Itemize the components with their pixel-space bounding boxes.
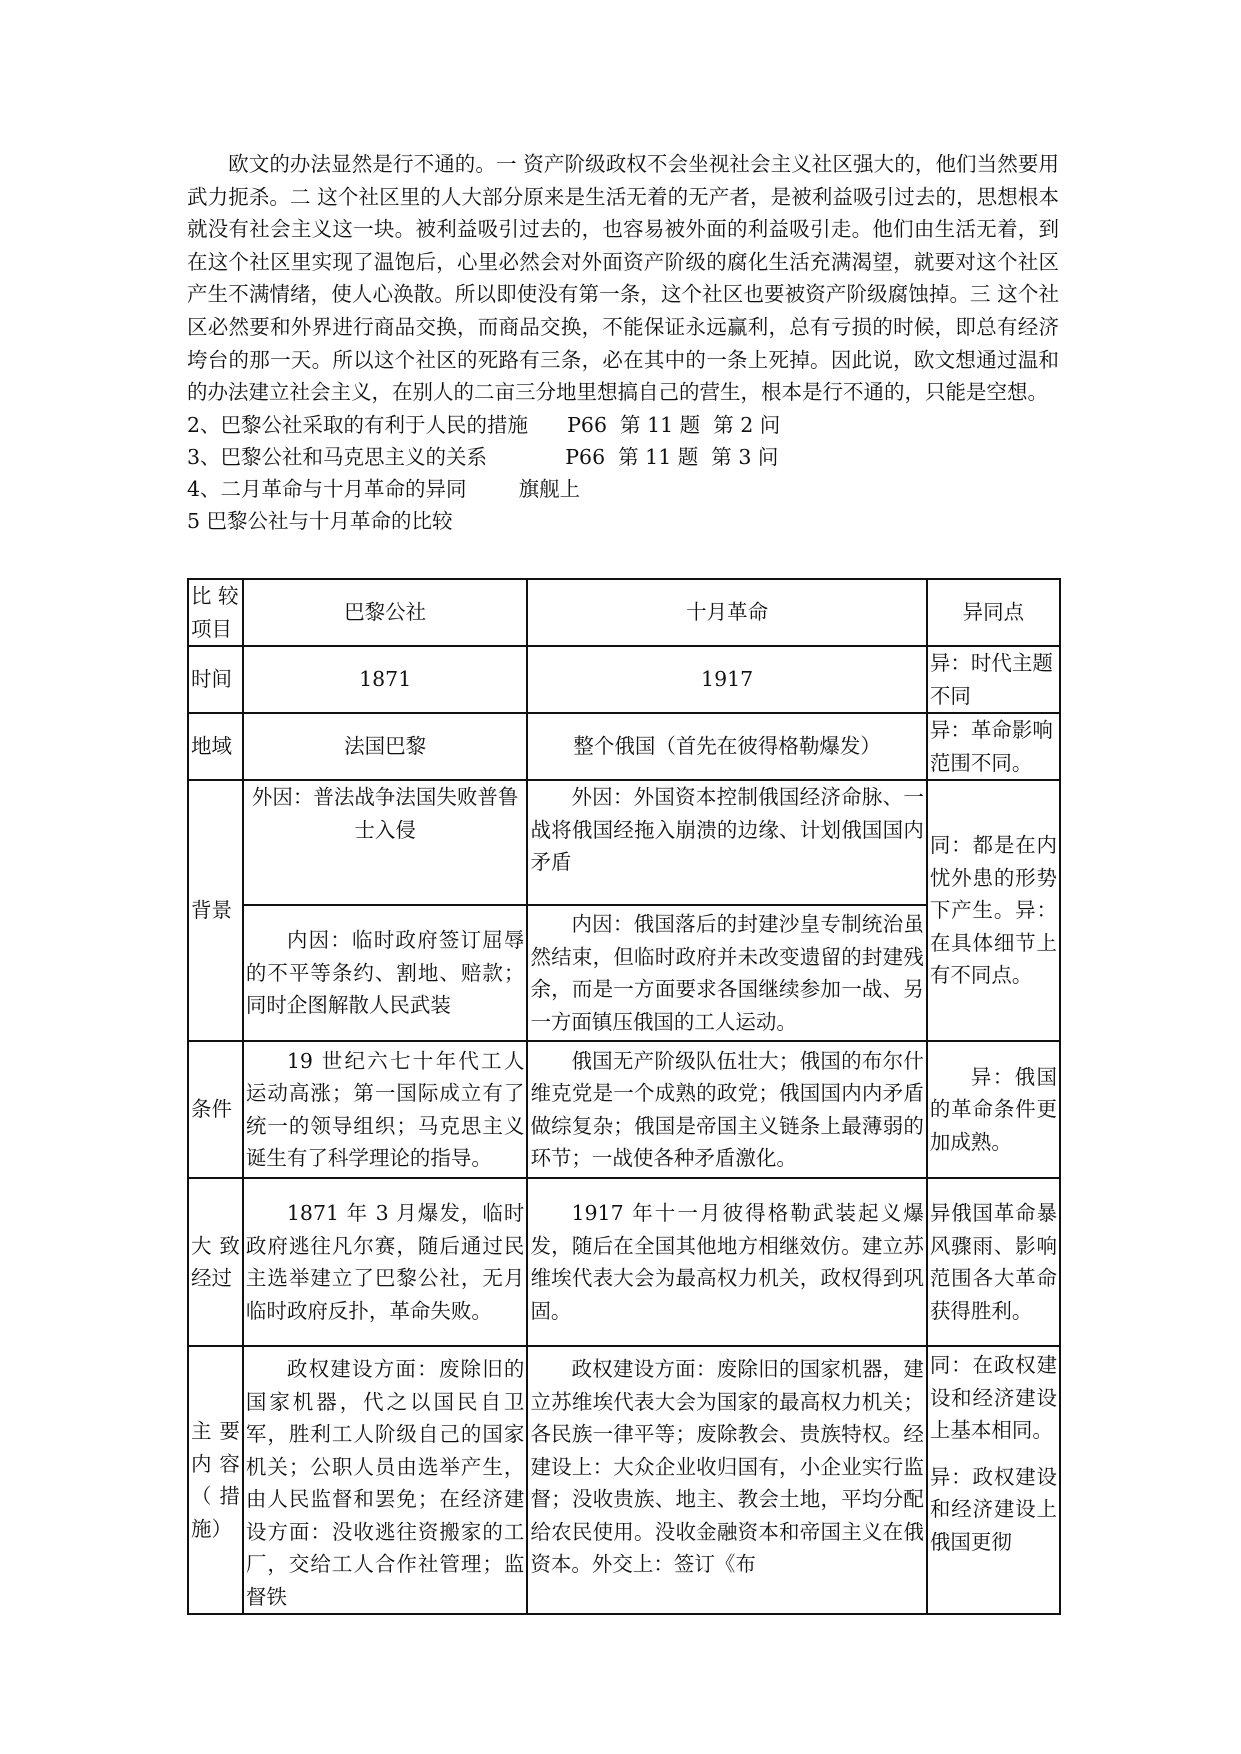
diff-content-same: 同：在政权建设和经济建设上基本相同。 [929, 1353, 1057, 1442]
label-process: 大 致 经过 [188, 1178, 243, 1346]
paris-background-external: 外因：普法战争法国失败普鲁士入侵 [243, 780, 528, 905]
label-content: 主 要 内 容 （ 措 施） [188, 1346, 243, 1614]
header-item: 比 较 项目 [188, 579, 243, 646]
diff-content-different: 异：政权建设和经济建设上俄国更彻 [929, 1464, 1057, 1554]
header-diff: 异同点 [927, 579, 1060, 646]
row-time [188, 646, 1060, 713]
paragraph-text: 欧文的办法显然是行不通的。一 资产阶级政权不会坐视社会主义社区强大的，他们当然要用武力扼杀。二 这个社区里的人大部分原来是生活无着的无产者，是被利益吸引过去的，思想根本就没有社会主义这一块。被利益吸引过去的，也容易被外面的利益吸引走。他们由生活无着，到在这个社区里实现了温饱后，心里必然会对外面资产阶级的腐化生活充满渴望，就要对这个社区产生不满情绪，使人心涣散。所以即使没有第一条，这个社区也要被资产阶级腐蚀掉。三 这个社区必然要和外界进行商品交换，而商品交换，不能保证永远赢利，总有亏损的时候，即总有经济垮台的那一天。所以这个社区的死路有三条，必在其中的一条上死掉。因此说，欧文想通过温和的办法建立社会主义，在别人的二亩三分地里想搞自己的营生，根本是行不通的，只能是空想。 [187, 152, 1059, 405]
row-process [188, 1178, 1060, 1346]
diff-time: 异：时代主题不同 [927, 646, 1060, 713]
item-5: 5 巴黎公社与十月革命的比较 [187, 508, 453, 533]
item-2: 2、巴黎公社采取的有利于人民的措施 P66 第 11 题 第 2 问 [187, 412, 781, 437]
row-content [188, 1346, 1060, 1614]
diff-content [927, 1346, 1060, 1614]
document-body [187, 148, 1059, 537]
october-time: 1917 [527, 646, 926, 713]
row-region [188, 713, 1060, 780]
paris-background-internal: 内因：临时政府签订屈辱的不平等条约、割地、赔款；同时企图解散人民武装 [243, 905, 528, 1041]
paris-conditions: 19 世纪六七十年代工人运动高涨；第一国际成立有了统一的领导组织；马克思主义诞生有了科学理论的指导。 [243, 1041, 528, 1178]
row-background-external [188, 780, 1060, 905]
owen-paragraph [187, 148, 1059, 409]
item-4: 4、二月革命与十月革命的异同 旗舰上 [187, 476, 581, 501]
header-paris: 巴黎公社 [243, 579, 528, 646]
diff-region: 异：革命影响范围不同。 [927, 713, 1060, 780]
paris-content: 政权建设方面：废除旧的国家机器，代之以国民自卫军，胜利工人阶级自己的国家机关；公职人员由选举产生，由人民监督和罢免；在经济建设方面：没收逃往资搬家的工厂，交给工人合作社管理；监督铁 [243, 1346, 528, 1614]
item-3: 3、巴黎公社和马克思主义的关系 P66 第 11 题 第 3 问 [187, 444, 779, 469]
diff-process: 异俄国革命暴风骤雨、影响范围各大革命获得胜利。 [927, 1178, 1060, 1346]
label-conditions: 条件 [188, 1041, 243, 1178]
label-background: 背景 [188, 780, 243, 1041]
october-process: 1917 年十一月彼得格勒武装起义爆发，随后在全国其他地方相继效仿。建立苏维埃代表大会为最高权力机关，政权得到巩固。 [527, 1178, 926, 1346]
label-time: 时间 [188, 646, 243, 713]
october-background-internal: 内因：俄国落后的封建沙皇专制统治虽然结束，但临时政府并未改变遗留的封建残余，而是一方面要求各国继续参加一战、另一方面镇压俄国的工人运动。 [527, 905, 926, 1041]
october-conditions: 俄国无产阶级队伍壮大；俄国的布尔什维克党是一个成熟的政党；俄国国内内矛盾做综复杂；俄国是帝国主义链条上最薄弱的环节；一战使各种矛盾激化。 [527, 1041, 926, 1178]
paris-process: 1871 年 3 月爆发，临时政府逃往凡尔赛，随后通过民主选举建立了巴黎公社，无月临时政府反扑，革命失败。 [243, 1178, 528, 1346]
comparison-table [187, 578, 1061, 1615]
paris-time: 1871 [243, 646, 528, 713]
row-conditions [188, 1041, 1060, 1178]
header-row [188, 579, 1060, 646]
header-october: 十月革命 [527, 579, 926, 646]
diff-background: 同：都是在内忧外患的形势下产生。异：在具体细节上有不同点。 [927, 780, 1060, 1041]
october-content: 政权建设方面：废除旧的国家机器，建立苏维埃代表大会为国家的最高权力机关；各民族一律平等；废除教会、贵族特权。经建设上：大众企业收归国有，小企业实行监督；没收贵族、地主、教会土地，平均分配给农民使用。没收金融资本和帝国主义在俄资本。外交上：签订《布 [527, 1346, 926, 1614]
october-region: 整个俄国（首先在彼得格勒爆发） [527, 713, 926, 780]
label-region: 地域 [188, 713, 243, 780]
diff-conditions: 异：俄国的革命条件更加成熟。 [927, 1041, 1060, 1178]
paris-region: 法国巴黎 [243, 713, 528, 780]
october-background-external: 外因：外国资本控制俄国经济命脉、一战将俄国经拖入崩溃的边缘、计划俄国国内矛盾 [527, 780, 926, 905]
